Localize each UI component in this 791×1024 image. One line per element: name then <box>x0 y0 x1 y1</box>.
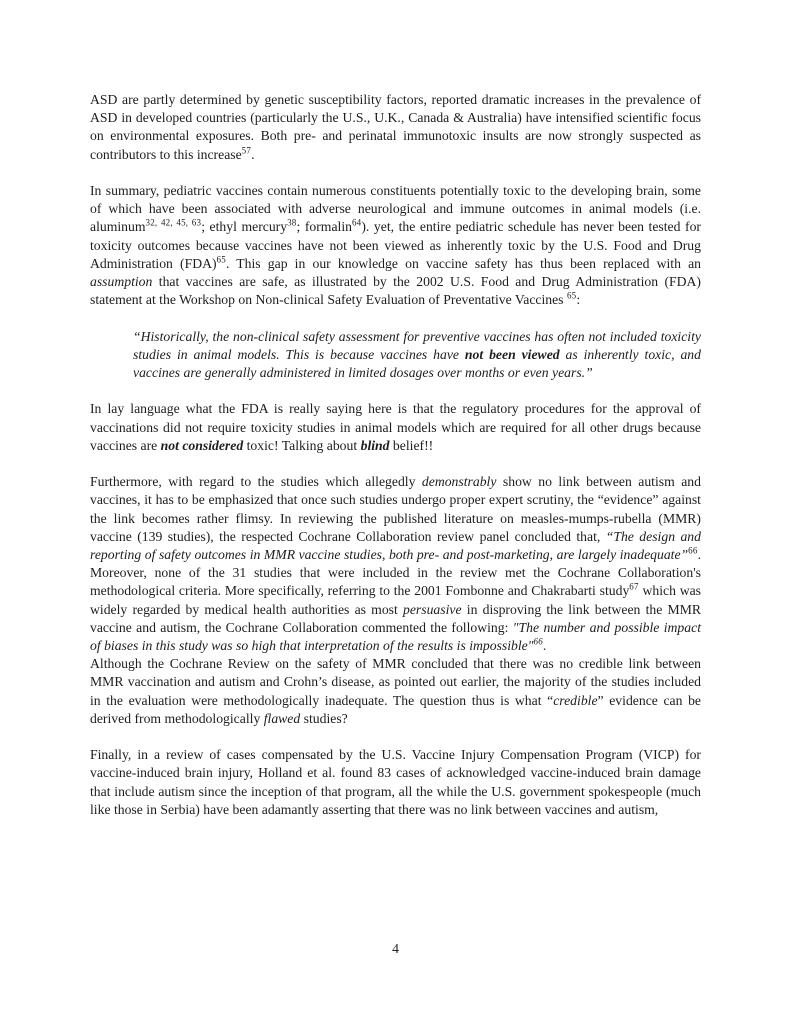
blockquote-fda-statement <box>133 328 701 383</box>
text-segment: that vaccines are safe, as illustrated by the 2002 U.S. Food and Drug Administration (FDA) statement at the Workshop on Non-clinical Safety Evaluation of Preventative Vaccines <box>90 274 701 308</box>
text-segment: Furthermore, with regard to the studies which allegedly <box>90 474 422 490</box>
paragraph-in-lay-language <box>90 400 701 455</box>
text-segment: which was widely regarded by medical health authorities as most <box>90 583 701 617</box>
text-segment: . <box>251 146 255 162</box>
text-segment: : <box>576 292 581 308</box>
citation-superscript: 57 <box>241 145 252 156</box>
citation-superscript: 67 <box>629 581 639 592</box>
text-segment: ). yet, the entire pediatric schedule has never been tested for toxicity outcomes because vaccines have not been viewed as inherently toxic by the U.S. Food and Drug Administration (FDA) <box>90 219 701 271</box>
paragraph-furthermore-cochrane <box>90 473 701 655</box>
citation-superscript: 32, 42, 45, 63 <box>145 217 202 228</box>
paragraph-although-cochrane-review <box>90 655 701 728</box>
text-segment: show no link between autism and vaccines, it has to be emphasized that once such studies undergo proper expert scrutiny, the “evidence” against the link becomes rather flimsy. In reviewing the published literature on measles-mumps-rubella (MMR) vaccine (139 studies), the respected Cochrane Collaboration review panel concluded that, <box>90 474 701 544</box>
text-segment: . Moreover, none of the 31 studies that were included in the review met the Cochrane Collaboration's methodological criteria. More specifically, referring to the 2001 Fombonne and Chakrabarti study <box>90 547 701 599</box>
text-segment: persuasive <box>403 601 462 617</box>
text-segment: In lay language what the FDA is really saying here is that the regulatory procedures for the approval of vaccinations did not require toxicity studies in animal models which are required for all other drugs because vaccines are <box>90 401 701 453</box>
text-segment: “The design and reporting of safety outcomes in MMR vaccine studies, both pre- and post-marketing, are largely inadequate” <box>90 528 701 563</box>
text-segment: “Historically, the non-clinical safety assessment for preventive vaccines has often not included toxicity studies in animal models. This is because vaccines have <box>133 328 701 362</box>
paragraph-finally-vicp <box>90 746 701 819</box>
text-segment: In summary, pediatric vaccines contain numerous constituents potentially toxic to the developing brain, some of which have been associated with adverse neurological and immune outcomes in animal models (i.e. aluminum <box>90 183 701 235</box>
text-segment: not considered <box>160 437 244 453</box>
page-number: 4 <box>392 941 399 956</box>
text-segment: Although the Cochrane Review on the safety of MMR concluded that there was no credible link between MMR vaccination and autism and Crohn’s disease, as pointed out earlier, the majority of the studies included in the evaluation were methodologically inadequate. The question thus is what “ <box>90 656 701 708</box>
text-segment: toxic! Talking about <box>243 437 361 453</box>
text-segment: ; ethyl mercury <box>201 219 288 235</box>
text-segment: "The number and possible impact of biases in this study was so high that interpretation of the results is impossible" <box>90 619 701 654</box>
text-segment: Finally, in a review of cases compensated by the U.S. Vaccine Injury Compensation Program (VICP) for vaccine-induced brain injury, Holland et al. found 83 cases of acknowledged vaccine-induced brain damage that include autism since the inception of that program, all the while the U.S. government spokespeople (much like those in Serbia) have been adamantly asserting that there was no link between vaccines and autism, <box>90 747 701 817</box>
text-segment: demonstrably <box>421 474 497 490</box>
citation-superscript: 66 <box>533 636 543 647</box>
citation-superscript: 65 <box>216 254 226 265</box>
document-body <box>90 91 701 819</box>
text-segment: . <box>542 638 547 654</box>
text-segment: in disproving the link between the MMR vaccine and autism, the Cochrane Collaboration commented the following: <box>90 601 701 635</box>
text-segment: ” evidence can be derived from methodologically <box>90 692 701 726</box>
citation-superscript: 66 <box>688 545 698 556</box>
text-segment: flawed <box>263 710 301 726</box>
text-segment: not been viewed <box>464 346 560 362</box>
citation-superscript: 64 <box>351 217 362 228</box>
text-segment: blind <box>360 437 390 453</box>
paragraph-asd-genetics <box>90 91 701 164</box>
text-segment: assumption <box>90 274 153 290</box>
text-segment: . This gap in our knowledge on vaccine safety has thus been replaced with an <box>225 255 701 271</box>
citation-superscript: 65 <box>566 290 577 301</box>
paragraph-in-summary <box>90 182 701 309</box>
citation-superscript: 38 <box>287 217 297 228</box>
text-segment: studies? <box>300 710 348 726</box>
text-segment: ; formalin <box>296 219 352 235</box>
text-segment: as inherently toxic, and vaccines are generally administered in limited dosages over months or even years.” <box>133 346 701 381</box>
text-segment: belief!! <box>389 437 434 453</box>
text-segment: credible <box>553 692 598 708</box>
text-segment: ASD are partly determined by genetic susceptibility factors, reported dramatic increases in the prevalence of ASD in developed countries (particularly the U.S., U.K., Canada & Australia) have intensified scientific focus on environmental exposures. Both pre- and perinatal immunotoxic insults are now strongly suspected as contributors to this increase <box>90 92 701 162</box>
